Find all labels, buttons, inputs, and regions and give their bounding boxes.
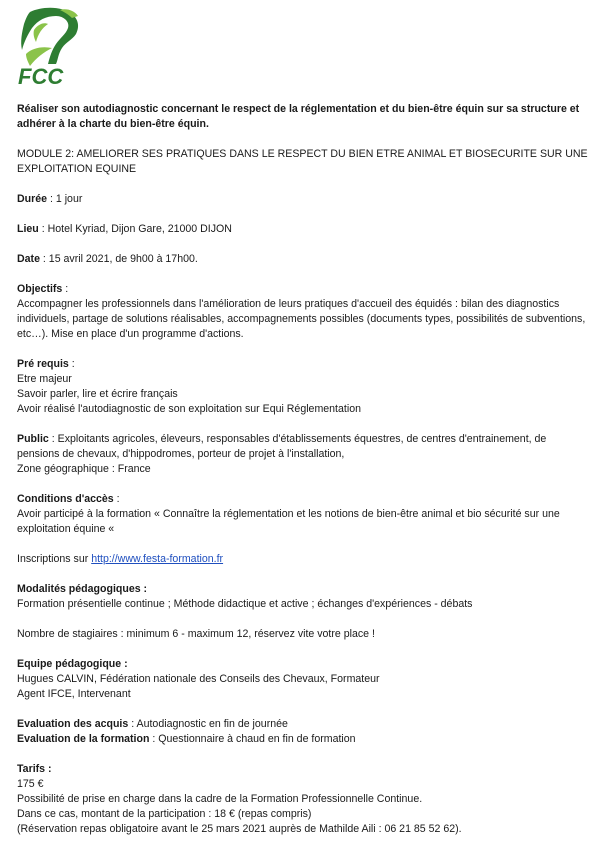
objectifs-text: Accompagner les professionnels dans l'amélioration de leurs pratiques d'accueil des équidés : bilan des diagnostics individuels, partage de solutions réalisables, accompagnements possibles (documents types, possibilités de subventions, etc…). Mise en place d'un programme d'actions.	[17, 298, 586, 340]
tarifs-item: 175 €	[17, 778, 44, 790]
zone-geographique: Zone géographique : France	[17, 463, 151, 475]
stagiaires-line: Nombre de stagiaires : minimum 6 - maximum 12, réservez vite votre place !	[17, 628, 375, 640]
conditions-section: Conditions d'accès : Avoir participé à la formation « Connaître la réglementation et les notions de bien-être animal et bio sécurité sur une exploitation équine «	[17, 492, 589, 537]
tarifs-item: (Réservation repas obligatoire avant le 25 mars 2021 auprès de Mathilde Aili : 06 21 85 52 62).	[17, 823, 462, 835]
tarifs-section: Tarifs : 175 € Possibilité de prise en charge dans la cadre de la Formation Professionnelle Continue. Dans ce cas, montant de la participation : 18 € (repas compris) (Réservation repas obligatoire avant le 25 mars 2021 auprès de Mathilde Aili : 06 21 85 52 62).	[17, 762, 589, 837]
duree-value: : 1 jour	[47, 193, 83, 205]
fcc-logo	[12, 4, 88, 88]
date-value: : 15 avril 2021, de 9h00 à 17h00.	[39, 253, 198, 265]
public-label: Public	[17, 433, 49, 445]
evaluation-acquis-value: : Autodiagnostic en fin de journée	[128, 718, 288, 730]
modalites-label: Modalités pédagogiques	[17, 583, 141, 595]
equipe-label: Equipe pédagogique	[17, 658, 122, 670]
inscriptions-text: Inscriptions sur	[17, 553, 92, 565]
prerequis-item: Avoir réalisé l'autodiagnostic de son exploitation sur Equi Réglementation	[17, 403, 361, 415]
prerequis-item: Etre majeur	[17, 373, 72, 385]
lieu-line	[17, 222, 589, 237]
conditions-text: Avoir participé à la formation « Connaître la réglementation et les notions de bien-être animal et bio sécurité sur une exploitation équine «	[17, 508, 560, 535]
prerequis-section: Pré requis : Etre majeur Savoir parler, lire et écrire français Avoir réalisé l'autodiagnostic de son exploitation sur Equi Réglementation	[17, 357, 589, 417]
public-section	[17, 432, 589, 477]
equipe-item: Agent IFCE, Intervenant	[17, 688, 131, 700]
festa-formation-link[interactable]: http://www.festa-formation.fr	[91, 553, 224, 565]
date-label: Date	[17, 253, 40, 265]
tarifs-item: Dans ce cas, montant de la participation : 18 € (repas compris)	[17, 808, 312, 820]
document-content	[17, 102, 589, 852]
tarifs-item: Possibilité de prise en charge dans la cadre de la Formation Professionnelle Continue.	[17, 793, 423, 805]
modalites-section: Modalités pédagogiques : Formation présentielle continue ; Méthode didactique et active ; échanges d'expériences - débats	[17, 582, 589, 612]
tarifs-label: Tarifs	[17, 763, 46, 775]
module-title: MODULE 2: AMELIORER SES PRATIQUES DANS LE RESPECT DU BIEN ETRE ANIMAL ET BIOSECURITE SUR UNE EXPLOITATION EQUINE	[17, 148, 588, 175]
logo-text: FCC	[18, 64, 64, 88]
inscriptions-line	[17, 552, 589, 567]
objectifs-section: Objectifs : Accompagner les professionnels dans l'amélioration de leurs pratiques d'accueil des équidés : bilan des diagnostics individuels, partage de solutions réalisables, accompagnements possibles (documents types, possibilités de subventions, etc…). Mise en place d'un programme d'actions.	[17, 282, 589, 342]
prerequis-label: Pré requis	[17, 358, 69, 370]
equipe-section: Equipe pédagogique : Hugues CALVIN, Fédération nationale des Conseils des Chevaux, Formateur Agent IFCE, Intervenant	[17, 657, 589, 702]
evaluation-formation-label: Evaluation de la formation	[17, 733, 150, 745]
lieu-value: : Hotel Kyriad, Dijon Gare, 21000 DIJON	[38, 223, 232, 235]
evaluation-formation-value: : Questionnaire à chaud en fin de formation	[149, 733, 356, 745]
modalites-text: Formation présentielle continue ; Méthode didactique et active ; échanges d'expériences - débats	[17, 598, 473, 610]
evaluation-acquis-label: Evaluation des acquis	[17, 718, 129, 730]
duree-label: Durée	[17, 193, 48, 205]
intro-heading: Réaliser son autodiagnostic concernant le respect de la réglementation et du bien-être équin sur sa structure et adhérer à la charte du bien-être équin.	[17, 103, 580, 130]
evaluation-section	[17, 717, 589, 747]
duree-line	[17, 192, 589, 207]
equipe-item: Hugues CALVIN, Fédération nationale des Conseils des Chevaux, Formateur	[17, 673, 380, 685]
conditions-label: Conditions d'accès	[17, 493, 114, 505]
date-line	[17, 252, 589, 267]
objectifs-label: Objectifs	[17, 283, 63, 295]
lieu-label: Lieu	[17, 223, 39, 235]
public-value: : Exploitants agricoles, éleveurs, responsables d'établissements équestres, de centres d'entrainement, de pensions de chevaux, d'hippodromes, porteur de projet à l'installation,	[17, 433, 547, 460]
prerequis-item: Savoir parler, lire et écrire français	[17, 388, 178, 400]
